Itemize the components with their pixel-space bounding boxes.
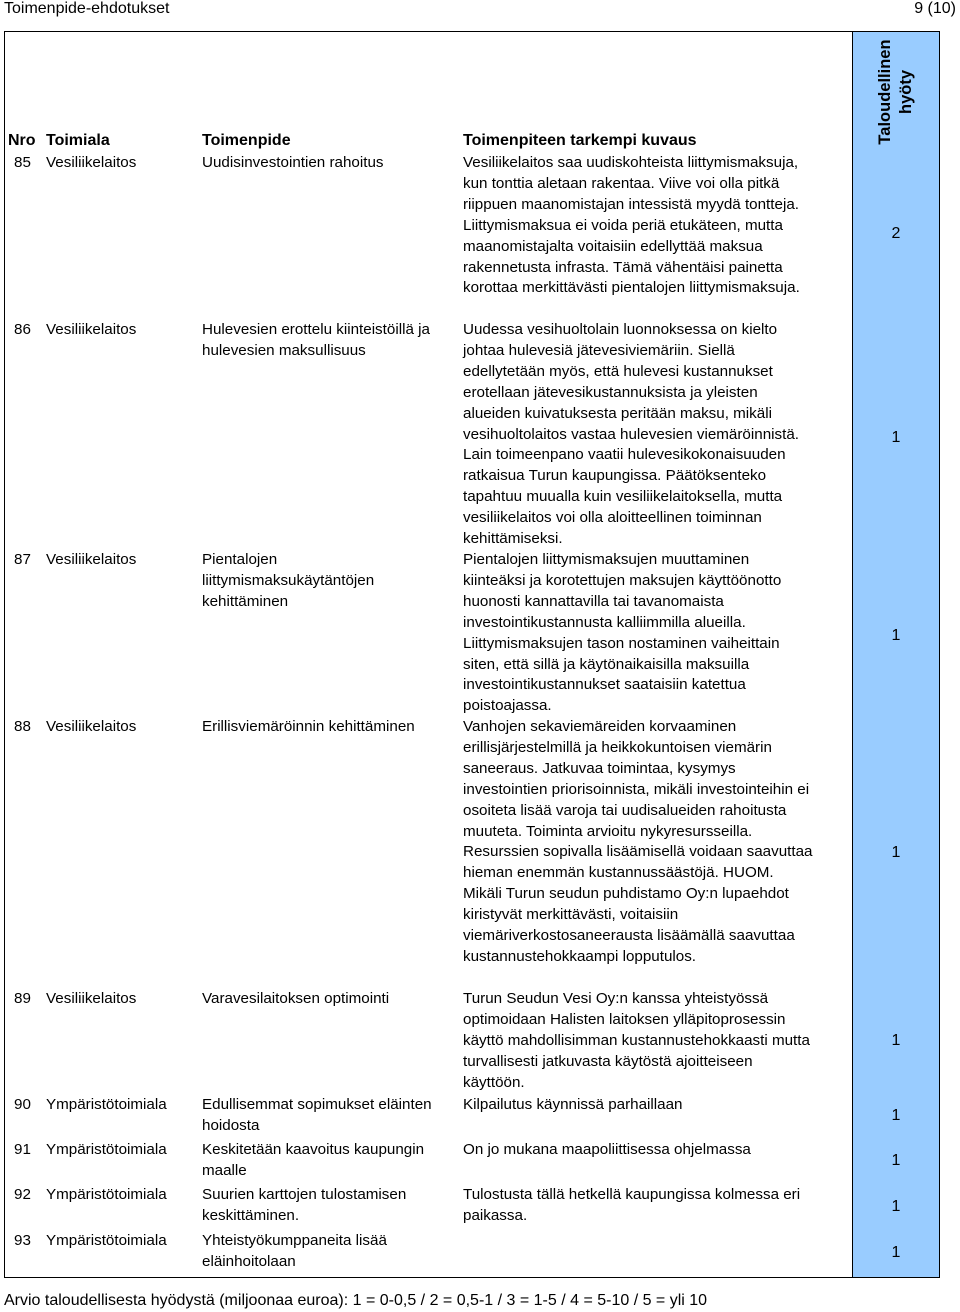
row-toimiala: Ympäristötoimiala — [46, 1141, 167, 1158]
kuvaus-line: maanomistajalta voitaisiin edellyttää maksua — [463, 237, 763, 255]
row-toimenpide — [202, 1231, 387, 1273]
kuvaus-line: viemäriverkostosaneerausta lisäämällä saavuttaa — [463, 927, 795, 945]
kuvaus-line: ratkaisua Turun kaupungissa. Päätöksenteko — [463, 467, 767, 485]
kuvaus-line: siten, että sillä ja käytönaikaisilla maksuilla — [463, 655, 750, 673]
kuvaus-line: muuteta. Toiminta arvioitu nykyresursseilla. — [463, 822, 753, 840]
toimenpide-line: Pientalojen — [202, 551, 278, 568]
header-kuvaus: Toimenpiteen tarkempi kuvaus — [463, 132, 697, 149]
kuvaus-line: hieman enemmän kustannussäästöjä. HUOM. — [463, 864, 774, 882]
row-number: 85 — [14, 154, 31, 171]
toimenpide-line: Suurien karttojen tulostamisen — [202, 1186, 407, 1203]
row-toimiala: Vesiliikelaitos — [46, 551, 137, 568]
row-benefit-value: 1 — [891, 1152, 901, 1169]
kuvaus-line: rakennetusta infrasta. Tämä vähentäisi painetta — [463, 258, 783, 276]
kuvaus-line: kustannustehokkaampi lopputulos. — [463, 947, 697, 965]
kuvaus-line: Liittymismaksujen tason nostaminen vaiheittain — [463, 634, 780, 652]
benefit-header-line1: Taloudellinen — [876, 39, 894, 145]
row-number: 92 — [14, 1186, 31, 1203]
toimenpide-line: kehittäminen — [202, 592, 289, 610]
row-toimenpide — [202, 153, 384, 174]
row-kuvaus — [463, 1185, 800, 1227]
kuvaus-line: Mikäli Turun seudun puhdistamo Oy:n lupaehdot — [463, 885, 789, 903]
kuvaus-line: Liittymismaksua ei voida periä etukäteen, mutta — [463, 216, 783, 234]
row-toimenpide — [202, 717, 415, 738]
row-kuvaus — [463, 717, 813, 968]
row-number: 86 — [14, 321, 31, 338]
kuvaus-line: Tulostusta tällä hetkellä kaupungissa kolmessa eri — [463, 1186, 801, 1203]
row-toimenpide — [202, 320, 430, 362]
kuvaus-line: Uudessa vesihuoltolain luonnoksessa on kielto — [463, 321, 778, 338]
row-number: 88 — [14, 718, 31, 735]
toimenpide-line: hoidosta — [202, 1116, 260, 1134]
kuvaus-line: vesiliikelaitos voi olla aloitteellinen toiminnan — [463, 509, 762, 527]
kuvaus-line: poistoajassa. — [463, 697, 552, 715]
toimenpide-line: Erillisviemäröinnin kehittäminen — [202, 718, 415, 735]
kuvaus-line: erillisjärjestelmillä ja heikkokuntoisen viemärin — [463, 738, 772, 756]
row-benefit-value: 1 — [891, 1244, 901, 1261]
row-toimenpide — [202, 989, 389, 1010]
row-kuvaus — [463, 989, 810, 1094]
row-kuvaus — [463, 1095, 683, 1116]
row-number: 93 — [14, 1232, 31, 1249]
kuvaus-line: Pientalojen liittymismaksujen muuttaminen — [463, 551, 750, 568]
row-toimiala: Ympäristötoimiala — [46, 1096, 167, 1113]
row-number: 89 — [14, 990, 31, 1007]
toimenpide-line: hulevesien maksullisuus — [202, 341, 366, 359]
toimenpide-line: liittymismaksukäytäntöjen — [202, 571, 375, 589]
toimenpide-line: Uudisinvestointien rahoitus — [202, 154, 384, 171]
row-toimenpide — [202, 550, 374, 613]
kuvaus-line: Lain toimeenpano vaatii hulevesikokonaisuuden — [463, 446, 786, 464]
row-kuvaus — [463, 153, 800, 299]
row-benefit-value: 1 — [891, 1198, 901, 1215]
kuvaus-line: vesihuoltolaitos vastaa hulevesien viemäröinnistä. — [463, 425, 800, 443]
header-nro: Nro — [8, 132, 36, 149]
toimenpide-line: Edullisemmat sopimukset eläinten — [202, 1096, 432, 1113]
kuvaus-line: huonosti kannattavilla tai tavanomaista — [463, 592, 724, 610]
toimenpide-line: maalle — [202, 1161, 247, 1179]
toimenpide-line: Hulevesien erottelu kiinteistöillä ja — [202, 321, 430, 338]
benefit-column — [852, 31, 940, 1278]
row-toimiala: Vesiliikelaitos — [46, 321, 137, 338]
kuvaus-line: Kilpailutus käynnissä parhaillaan — [463, 1096, 683, 1113]
kuvaus-line: Turun Seudun Vesi Oy:n kanssa yhteistyössä — [463, 990, 769, 1007]
row-toimiala: Ympäristötoimiala — [46, 1186, 167, 1203]
row-benefit-value: 1 — [891, 627, 901, 644]
row-toimiala: Vesiliikelaitos — [46, 154, 137, 171]
kuvaus-line: osoiteta lisää varoja tai uudisalueiden rahoitusta — [463, 801, 787, 819]
row-benefit-value: 1 — [891, 1107, 901, 1124]
kuvaus-line: Vanhojen sekaviemäreiden korvaaminen — [463, 718, 737, 735]
kuvaus-line: tapahtuu muualla kuin vesiliikelaitoksella, mutta — [463, 488, 783, 506]
row-benefit-value: 1 — [891, 844, 901, 861]
row-number: 90 — [14, 1096, 31, 1113]
row-toimenpide — [202, 1185, 406, 1227]
toimenpide-line: Varavesilaitoksen optimointi — [202, 990, 390, 1007]
kuvaus-line: johtaa hulevesiä jätevesiviemäriin. Siellä — [463, 341, 735, 359]
row-kuvaus — [463, 1140, 751, 1161]
row-number: 91 — [14, 1141, 31, 1158]
kuvaus-line: Resurssien sopivalla lisäämisellä voidaan saavuttaa — [463, 843, 813, 861]
row-number: 87 — [14, 551, 31, 568]
kuvaus-line: kun tonttia aletaan rakentaa. Viive voi olla pitkä — [463, 174, 780, 192]
kuvaus-line: kehittämiseksi. — [463, 530, 563, 548]
kuvaus-line: investointien priorisoinnista, mikäli investointeihin ei — [463, 780, 810, 798]
row-toimiala: Vesiliikelaitos — [46, 990, 137, 1007]
toimenpide-line: keskittäminen. — [202, 1206, 300, 1224]
row-benefit-value: 1 — [891, 1032, 901, 1049]
row-toimiala: Vesiliikelaitos — [46, 718, 137, 735]
kuvaus-line: riippuen maanomistajan intessistä myydä tontteja. — [463, 195, 799, 213]
toimenpide-line: Yhteistyökumppaneita lisää — [202, 1232, 387, 1249]
row-kuvaus — [463, 550, 781, 717]
row-toimiala: Ympäristötoimiala — [46, 1232, 167, 1249]
row-toimenpide — [202, 1095, 432, 1137]
toimenpide-line: eläinhoitolaan — [202, 1252, 296, 1270]
kuvaus-line: optimoidaan Halisten laitoksen ylläpitoprosessin — [463, 1010, 786, 1028]
kuvaus-line: saneeraus. Jatkuvaa toimintaa, kysymys — [463, 759, 736, 777]
benefit-header — [852, 31, 940, 153]
row-benefit-value: 2 — [891, 225, 901, 242]
toimenpide-line: Keskitetään kaavoitus kaupungin — [202, 1141, 425, 1158]
kuvaus-line: käyttöön. — [463, 1073, 525, 1091]
benefit-header-line2: hyöty — [897, 70, 915, 115]
kuvaus-line: erotellaan jätevesikustannuksista ja yleisten — [463, 383, 758, 401]
kuvaus-line: Vesiliikelaitos saa uudiskohteista liittymismaksuja, — [463, 154, 799, 171]
kuvaus-line: alueiden kuivatuksesta peritään maksu, mikäli — [463, 404, 772, 422]
kuvaus-line: On jo mukana maapoliittisessa ohjelmassa — [463, 1141, 751, 1158]
kuvaus-line: investointikustannukset saataisiin katettua — [463, 676, 746, 694]
row-toimenpide — [202, 1140, 424, 1182]
page-title: Toimenpide-ehdotukset — [4, 0, 170, 17]
kuvaus-line: kiristyvät merkittävästi, voitaisiin — [463, 906, 679, 924]
kuvaus-line: kiinteäksi ja korotettujen maksujen käyttöönotto — [463, 571, 782, 589]
header-toimiala: Toimiala — [46, 132, 110, 149]
header-toimenpide: Toimenpide — [202, 132, 291, 149]
kuvaus-line: turvallisesti jatkuvasta käytöstä ajoitteiseen — [463, 1052, 753, 1070]
kuvaus-line: käyttö mahdollisimman kustannustehokkaasti mutta — [463, 1031, 810, 1049]
row-kuvaus — [463, 320, 799, 550]
kuvaus-line: edellytetään myös, että hulevesi kustannukset — [463, 362, 773, 380]
benefit-legend: Arvio taloudellisesta hyödystä (miljoonaa euroa): 1 = 0-0,5 / 2 = 0,5-1 / 3 = 1-5 / 4 = 5-10 / 5 = yli 10 — [4, 1292, 708, 1309]
kuvaus-line: korottaa merkittävästi pientalojen liittymismaksuja. — [463, 279, 800, 297]
kuvaus-line: paikassa. — [463, 1206, 528, 1224]
page-number: 9 (10) — [914, 0, 956, 17]
row-benefit-value: 1 — [891, 429, 901, 446]
kuvaus-line: investointikustannusta kalliimmilla alueilla. — [463, 613, 746, 631]
